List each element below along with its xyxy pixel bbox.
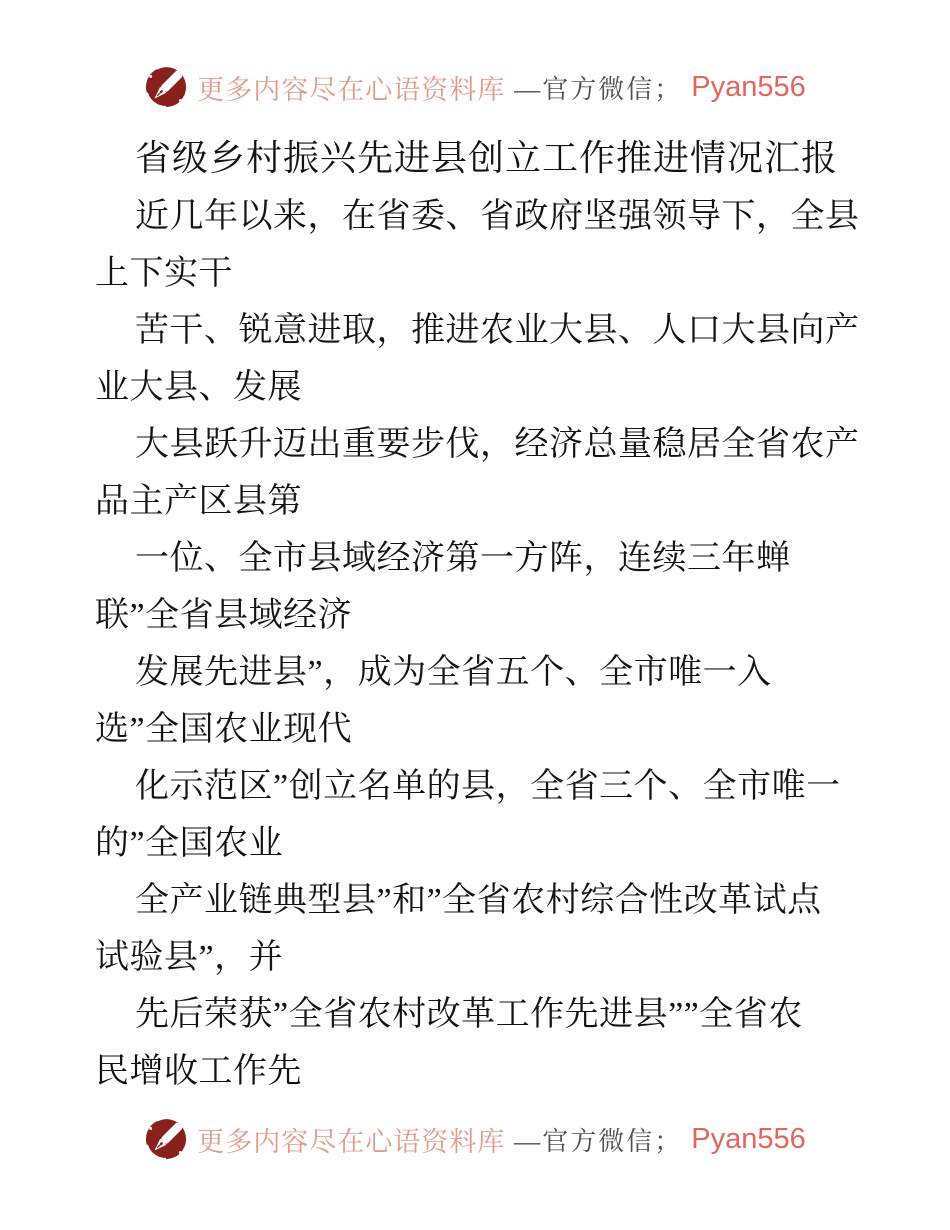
body-line-2: 上下实干 [95, 255, 233, 292]
watermark-brand-text: 更多内容尽在心语资料库 [197, 1126, 506, 1157]
body-line-15: 先后荣获”全省农村改革工作先进县””全省农 [135, 996, 803, 1033]
watermark-wechat-label: —官方微信； [514, 1126, 683, 1156]
body-line-9: 发展先进县”，成为全省五个、全市唯一入 [135, 654, 772, 691]
document-content [95, 128, 860, 1100]
body-line-7: 一位、全市县域经济第一方阵，连续三年蝉 [135, 540, 791, 577]
body-line-6: 品主产区县第 [95, 483, 302, 520]
body-line-3: 苦干、锐意进取，推进农业大县、人口大县向产 [135, 312, 860, 349]
body-line-1: 近几年以来，在省委、省政府坚强领导下，全县 [135, 198, 860, 235]
watermark-brand-text: 更多内容尽在心语资料库 [197, 74, 506, 105]
watermark-wechat-label: —官方微信； [514, 74, 683, 104]
body-line-5: 大县跃升迈出重要步伐，经济总量稳居全省农产 [135, 426, 860, 463]
body-line-11: 化示范区”创立名单的县，全省三个、全市唯一 [135, 768, 841, 805]
watermark-wechat-id: Pyan556 [691, 70, 806, 103]
body-line-14: 试验县”，并 [95, 939, 284, 976]
document-title: 省级乡村振兴先进县创立工作推进情况汇报 [135, 138, 839, 178]
body-line-8: 联”全省县域经济 [95, 597, 353, 634]
pen-nib-circle-logo-icon [144, 64, 188, 110]
watermark-wechat-id: Pyan556 [691, 1122, 806, 1155]
body-line-12: 的”全国农业 [95, 825, 284, 862]
body-line-16: 民增收工作先 [95, 1053, 302, 1090]
pen-nib-circle-logo-icon [144, 1116, 188, 1162]
footer-watermark [0, 1116, 950, 1162]
body-line-4: 业大县、发展 [95, 369, 302, 406]
header-watermark [0, 64, 950, 110]
body-line-13: 全产业链典型县”和”全省农村综合性改革试点 [135, 882, 822, 919]
body-line-10: 选”全国农业现代 [95, 711, 353, 748]
